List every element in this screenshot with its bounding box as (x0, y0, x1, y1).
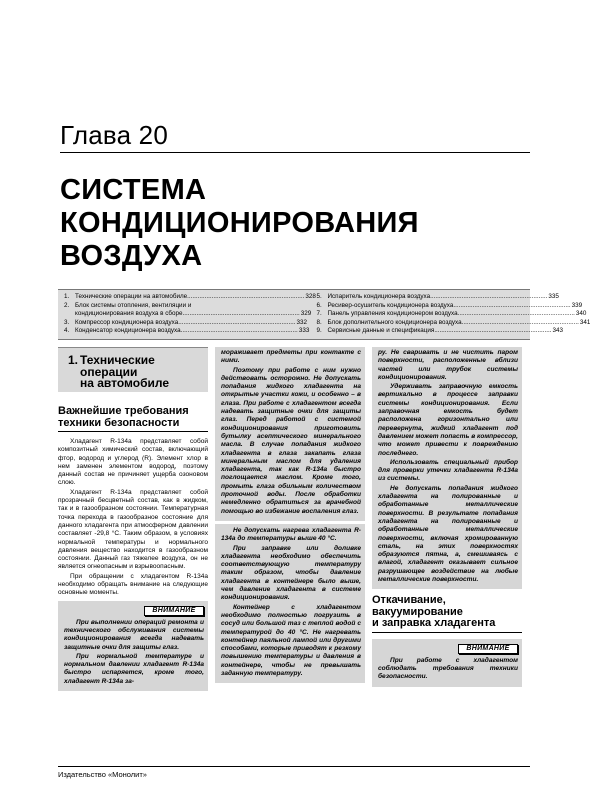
chapter-heading: Глава 20 (60, 120, 168, 150)
chapter-rule (60, 152, 530, 153)
chapter-title (60, 174, 530, 273)
toc-item[interactable]: 7. Панель управления кондиционером воздуха................................................................... 340 (316, 310, 587, 318)
body-paragraph: При обращении с хладагентом R-134a необходимо обращать внимание на следующие основные моменты. (58, 572, 208, 597)
section-title-line: операции (80, 364, 138, 379)
warning-paragraph: При выполнении операций ремонта и технического обслуживания системы кондиционирования всегда надевать защитные очки для защиты глаз. (64, 618, 204, 651)
toc-item[interactable]: кондиционирования воздуха в сборе................................................................... 329 (75, 310, 312, 318)
toc-item[interactable]: 9. Сервисные данные и спецификация................................................................... 343 (316, 327, 564, 335)
table-of-contents (58, 289, 590, 340)
warning-box-continued (215, 347, 365, 521)
warning-box-continued (372, 347, 522, 589)
warning-badge: ВНИМАНИЕ (458, 644, 518, 654)
text-column-1 (58, 347, 208, 691)
toc-item[interactable]: 4. Конденсатор кондиционера воздуха................................................................... 333 (64, 327, 310, 335)
warning-paragraph: При работе с хладагентом соблюдать требования техники безопасности. (378, 656, 518, 681)
footer-rule (58, 766, 530, 767)
warning-paragraph: Не допускать попадания жидкого хладагента на полированные и обработанные металлические поверхности. В результате попадания хладагента на полированные и обработанные металлические поверхности, включая хромированную сталь, на этих поверхностях образуются пятна, а, смешиваясь с влагой, хладагент оказывает сильное разрушающее воздействие на любые металлические поверхности. (378, 484, 518, 584)
subsection-heading: Важнейшие требования техники безопасности (58, 406, 208, 432)
chapter-title-line: КОНДИЦИОНИРОВАНИЯ (60, 207, 419, 239)
toc-item[interactable]: 2. Блок системы отопления, вентиляции и (64, 301, 192, 309)
subsection-heading: Откачивание, вакуумирование и заправка хладагента (372, 595, 522, 633)
text-column-2 (215, 347, 365, 683)
text-column-3 (372, 347, 522, 687)
toc-item[interactable]: 5. Испаритель кондиционера воздуха................................................................... 335 (316, 293, 559, 300)
chapter-title-line: ВОЗДУХА (60, 240, 203, 272)
warning-paragraph: При заправке или доливке хладагента необходимо обеспечить соответствующую температуру таким образом, чтобы давление хладагента в контейнере было выше, чем давление хладагента в системе кондиционирования. (221, 544, 361, 602)
warning-box (58, 601, 208, 691)
toc-left-column (64, 293, 316, 339)
warning-box (215, 524, 365, 683)
warning-paragraph: При нормальной температуре и нормальном давлении хладагент R-134a быстро испаряется, кроме того, хладагент R-134a за- (64, 652, 204, 685)
toc-item[interactable]: 6. Ресивер-осушитель кондиционера воздуха................................................................... 339 (316, 301, 583, 309)
warning-paragraph: ру. Не сваривать и не чистить паром поверхности, расположенные вблизи частей или трубок системы кондиционирования. (378, 349, 518, 381)
warning-paragraph: Не допускать нагрева хладагента R-134a до температуры выше 40 °С. (221, 526, 361, 543)
toc-item[interactable]: 8. Блок дополнительного кондиционера воздуха................................................................... 341 (316, 318, 590, 326)
body-paragraph: Хладагент R-134a представляет собой композитный химический состав, включающий фтор, водород и углерод (R). Элемент хлор в нем заменен элементом водород, поэтому данный состав не причиняет ущерба озоновом слою. (58, 438, 208, 487)
section-heading-box (58, 347, 208, 392)
warning-paragraph: мораживает предметы при контакте с ними. (221, 349, 361, 365)
body-paragraph: Хладагент R-134a представляет собой прозрачный бесцветный состав, как в жидком, так и в газообразном состоянии. Температурная точка перехода в газообразное состояние для данного хладагента при атмосферном давлении составляет -29,8 °С. Таким образом, в условиях нормальной температуры и нормального давления вещество находится в газообразном состоянии. Данный газ тяжелее воздуха, он не является огнеопасным и взрывоопасным. (58, 488, 208, 571)
toc-right-column (295, 293, 590, 339)
toc-item[interactable]: 3. Компрессор кондиционера воздуха................................................................... 332 (64, 318, 307, 326)
section-number: 1. (68, 353, 79, 367)
toc-item[interactable]: 1. Технические операции на автомобиле................................................................... 328 (64, 293, 316, 300)
warning-paragraph: Удерживать заправочную емкость вертикально в процессе заправки системы кондиционирования. Если заправочная емкость будет расположена горизонтально или перевернута, жидкий хладагент под давлением может попасть в компрессор, что может привести к повреждению последнего. (378, 383, 518, 457)
warning-paragraph: Контейнер с хладагентом необходимо полностью погрузить в сосуд или большой таз с теплой водой с температурой до 40 °С. Не нагревать контейнер паяльной лампой или другими способами, которые приводят к резкому повышению температуры и давления в контейнере, чтобы не превышать заданную температуру. (221, 603, 361, 677)
chapter-title-line: СИСТЕМА (60, 174, 207, 206)
section-title-line: Технические (80, 353, 155, 367)
warning-paragraph: Использовать специальный прибор для проверки утечки хладагента R-134a из системы. (378, 458, 518, 483)
section-title-line: на автомобиле (80, 376, 170, 390)
publisher-footer: Издательство «Монолит» (58, 770, 147, 779)
warning-paragraph: Поэтому при работе с ним нужно действовать осторожно. Не допускать попадания жидкого хладагента на открытые участки кожи, и особенно – в глаза. При работе с хладагентом всегда надевать защитные очки для защиты глаз. Перед работой с системой кондиционирования приготовить бутылку асептического минерального масла. В случае попадания жидкого хладагента в глаза закапать глаза минеральным маслом для удаления хладагента, так как R-134a быстро поглощается маслом. Кроме того, промыть глаза обильным количеством проточной воды. После обработки немедленно обратиться за врачебной помощью во избежание воспаления глаз. (221, 366, 361, 515)
warning-box (372, 639, 522, 687)
warning-badge: ВНИМАНИЕ (144, 606, 204, 616)
